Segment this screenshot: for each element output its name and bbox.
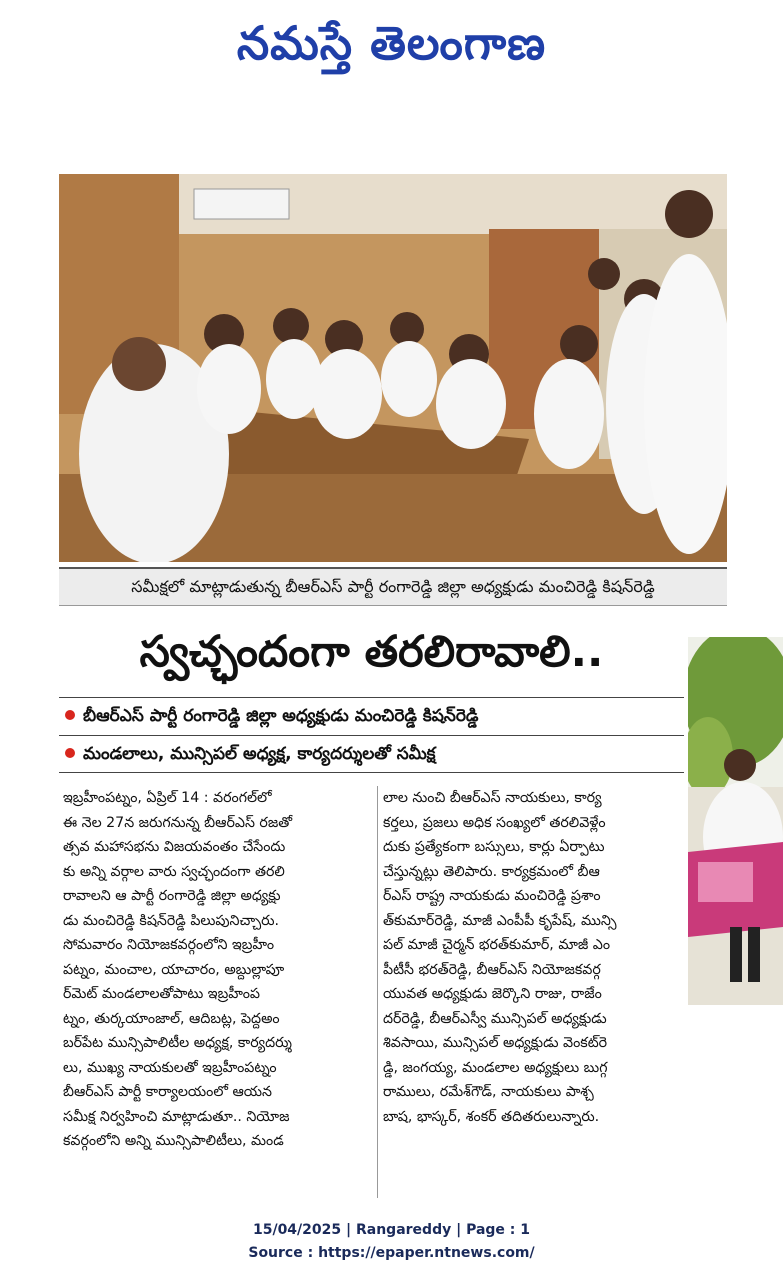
article-line: యువత అధ్యక్షుడు జెర్కొని రాజు, రాజేం [383, 986, 602, 1002]
article-line: బర్‌పేట మున్సిపాలిటీల అధ్యక్ష, కార్యదర్శు [63, 1035, 292, 1051]
article-line: ట్నం, తుర్కయాంజాల్, ఆదిబట్ల, పెద్దఅం [63, 1010, 280, 1027]
article-line: ఈ నెల 27న జరుగనున్న బీఆర్ఎస్ రజతో [63, 814, 293, 831]
article-line: ర్‌మెట్ మండలాలతోపాటు ఇబ్రహీంప [63, 986, 260, 1002]
subheading-bullet [59, 735, 684, 773]
article-line: డు మంచిరెడ్డి కిషన్‌రెడ్డి పిలుపునిచ్చారు. [63, 912, 280, 929]
article-line: త్‌కుమార్‌రెడ్డి, మాజీ ఎంపీపీ కృపేష్, మున్సి [383, 912, 617, 929]
article-line: లు, ముఖ్య నాయకులతో ఇబ్రహీంపట్నం [63, 1059, 277, 1076]
article-line: సమీక్ష నిర్వహించి మాట్లాడుతూ.. నియోజ [63, 1108, 290, 1125]
meeting-photo [59, 174, 727, 562]
subheading-bullet [59, 697, 684, 734]
article-line: దర్‌రెడ్డి, బీఆర్ఎస్వీ మున్సిపల్ అధ్యక్షుడు [383, 1010, 607, 1027]
subheading-text: మండలాలు, మున్సిపల్ అధ్యక్ష, కార్యదర్శులతో సమీక్ష [83, 744, 436, 764]
article-line: డ్డి, జంగయ్య, మండలాల అధ్యక్షులు బుగ్గ [383, 1059, 608, 1076]
newspaper-title: నమస్తే తెలంగాణ [236, 16, 547, 70]
article-line: పీటీసీ భరత్‌రెడ్డి, బీఆర్ఎస్ నియోజకవర్గ [383, 961, 601, 978]
article-column-2 [383, 786, 676, 1129]
source-link[interactable]: Source : https://epaper.ntnews.com/ [248, 1245, 535, 1261]
article-line: రాములు, రమేశ్‌గౌడ్, నాయకులు పాశ్చ [383, 1084, 594, 1100]
article-line: దుకు ప్రత్యేకంగా బస్సులు, కార్లు ఏర్పాటు [383, 839, 605, 855]
article-line: రావాలని ఆ పార్టీ రంగారెడ్డి జిల్లా అధ్యక్షు [63, 888, 281, 904]
column-divider [377, 786, 378, 1198]
page-info: 15/04/2025 | Rangareddy | Page : 1 [252, 1222, 531, 1238]
side-photo [688, 637, 783, 1005]
article-line: లాల నుంచి బీఆర్ఎస్ నాయకులు, కార్య [383, 790, 602, 806]
article-line: పట్నం, మంచాల, యాచారం, అబ్దుల్లాపూ [63, 961, 285, 978]
article-line: ఇబ్రహీంపట్నం, ఏప్రిల్ 14 : వరంగల్‌లో [63, 790, 272, 806]
article-line: సోమవారం నియోజకవర్గంలోని ఇబ్రహీం [63, 937, 275, 953]
bullet-dot-icon [65, 710, 75, 720]
article-line: త్సవ మహాసభను విజయవంతం చేసేందు [63, 839, 286, 855]
article-line: చేస్తున్నట్లు తెలిపారు. కార్యక్రమంలో బీఆ [383, 863, 600, 880]
article-line: కవర్గంలోని అన్ని మున్సిపాలిటీలు, మండ [63, 1133, 284, 1149]
article-line: బీఆర్ఎస్ పార్టీ కార్యాలయంలో ఆయన [63, 1084, 273, 1100]
subheading-text: బీఆర్ఎస్ పార్టీ రంగారెడ్డి జిల్లా అధ్యక్షుడు మంచిరెడ్డి కిషన్‌రెడ్డి [83, 706, 479, 726]
bullet-dot-icon [65, 748, 75, 758]
photo-caption: సమీక్షలో మాట్లాడుతున్న బీఆర్ఎస్ పార్టీ రంగారెడ్డి జిల్లా అధ్యక్షుడు మంచిరెడ్డి కిషన్‌రెడ్డి [59, 567, 727, 606]
article-column-1 [63, 786, 371, 1154]
article-line: బాష, భాస్కర్, శంకర్ తదితరులున్నారు. [383, 1108, 600, 1125]
article-headline: స్వచ్ఛందంగా తరలిరావాలి.. [139, 627, 604, 677]
article-line: పల్ మాజీ చైర్మన్ భరత్‌కుమార్, మాజీ ఎం [383, 937, 611, 953]
masthead [0, 8, 783, 78]
article-line: కు అన్ని వర్గాల వారు స్వచ్ఛందంగా తరలి [63, 863, 285, 880]
article-line: ర్ఎస్ రాష్ట్ర నాయకుడు మంచిరెడ్డి ప్రశాం [383, 888, 601, 904]
article-line: కర్తలు, ప్రజలు అధిక సంఖ్యలో తరలివెళ్లేం [383, 814, 606, 831]
article-line: శివసాయి, మున్సిపల్ అధ్యక్షుడు వెంకట్‌రె [383, 1035, 608, 1051]
